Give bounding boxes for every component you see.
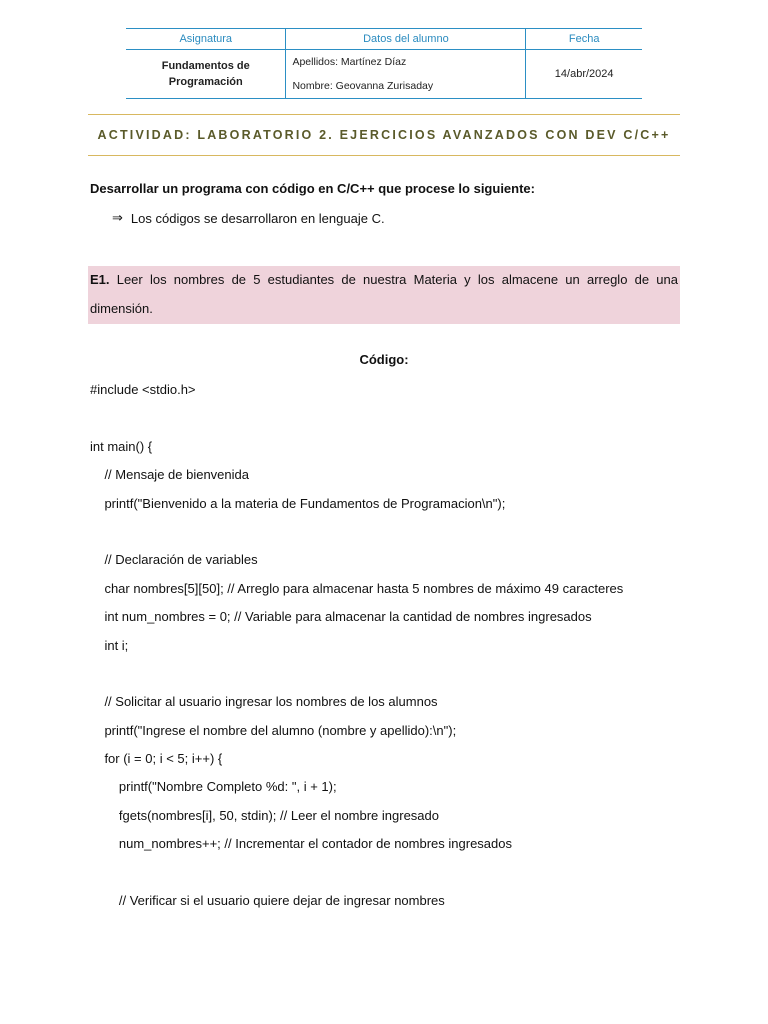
subject-line-2: Programación [168, 76, 243, 88]
student-cell [286, 50, 526, 99]
code-line [90, 404, 690, 432]
code-line: // Verificar si el usuario quiere dejar de ingresar nombres [90, 893, 445, 909]
code-line: fgets(nombres[i], 50, stdin); // Leer el nombre ingresado [90, 807, 440, 823]
intro-text: Desarrollar un programa con código en C/C++ que procese lo siguiente: [90, 181, 535, 196]
student-surname: Apellidos: Martínez Díaz [292, 56, 407, 68]
code-line [90, 660, 690, 688]
double-arrow-icon: ⇒ [112, 211, 123, 226]
header-table [126, 28, 642, 99]
exercise-label: E1. [90, 272, 110, 287]
code-line: int num_nombres = 0; // Variable para almacenar la cantidad de nombres ingresados [90, 609, 592, 625]
header-col-student: Datos del alumno [286, 29, 526, 50]
bullet-text: Los códigos se desarrollaron en lenguaje C. [130, 211, 385, 226]
code-line: num_nombres++; // Incrementar el contador de nombres ingresados [90, 836, 512, 852]
code-line: printf("Nombre Completo %d: ", i + 1); [90, 779, 337, 795]
bullet-item [112, 211, 385, 226]
code-line: // Mensaje de bienvenida [90, 467, 249, 483]
activity-title-band [88, 114, 680, 156]
code-line [90, 859, 690, 887]
header-col-date: Fecha [526, 29, 642, 50]
code-line: printf("Ingrese el nombre del alumno (nombre y apellido):\n"); [90, 722, 457, 738]
code-title: Código: [359, 352, 409, 367]
activity-title: ACTIVIDAD: LABORATORIO 2. EJERCICIOS AVANZADOS CON DEV C/C++ [97, 128, 671, 142]
student-name: Nombre: Geovanna Zurisaday [292, 80, 434, 92]
header-col-subject: Asignatura [126, 29, 286, 50]
code-line: // Solicitar al usuario ingresar los nombres de los alumnos [90, 694, 438, 710]
code-line: printf("Bienvenido a la materia de Fundamentos de Programacion\n"); [90, 495, 506, 511]
subject-cell [126, 50, 286, 99]
code-line: int i; [90, 637, 129, 653]
code-line: char nombres[5][50]; // Arreglo para almacenar hasta 5 nombres de máximo 49 caracteres [90, 580, 624, 596]
code-line: // Declaración de variables [90, 552, 258, 568]
code-line [90, 518, 690, 546]
exercise-text: Leer los nombres de 5 estudiantes de nuestra Materia y los almacene un arreglo de una dimensión. [90, 272, 678, 316]
date-cell: 14/abr/2024 [526, 50, 642, 99]
code-block [90, 376, 690, 915]
exercise-box [88, 266, 680, 324]
subject-line-1: Fundamentos de [161, 60, 250, 72]
code-line: #include <stdio.h> [90, 382, 196, 397]
code-line: for (i = 0; i < 5; i++) { [90, 751, 223, 767]
code-line: int main() { [90, 438, 153, 454]
